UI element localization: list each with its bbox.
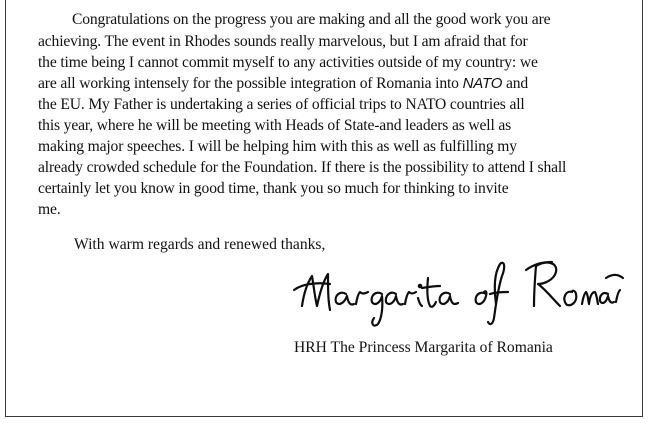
nato-emphasis: NATO bbox=[462, 75, 503, 92]
paragraph-line: achieving. The event in Rhodes sounds really marvelous, but I am afraid that for bbox=[38, 33, 528, 50]
paragraph-line-part: and bbox=[502, 75, 529, 92]
paragraph-line: the EU. My Father is undertaking a series of official trips to NATO countries all bbox=[38, 96, 525, 113]
paragraph-line: me. bbox=[38, 201, 61, 218]
paragraph-line: certainly let you know in good time, thank you so much for thinking to invite bbox=[38, 180, 509, 197]
paragraph-line: making major speeches. I will be helping him with this as well as fulfilling my bbox=[38, 138, 517, 155]
paragraph-line-nato bbox=[38, 76, 528, 92]
signatory-name: HRH The Princess Margarita of Romania bbox=[294, 339, 553, 356]
paragraph-line: already crowded schedule for the Foundation. If there is the possibility to attend I shall bbox=[38, 159, 567, 176]
paragraph-line: the time being I cannot commit myself to any activities outside of my country: we bbox=[38, 54, 538, 71]
paragraph-line: Congratulations on the progress you are making and all the good work you are bbox=[72, 11, 551, 28]
handwritten-signature bbox=[290, 248, 625, 330]
closing-line: With warm regards and renewed thanks, bbox=[74, 236, 326, 253]
paragraph-line-part: are all working intensely for the possible integration of Romania into bbox=[38, 75, 463, 92]
paragraph-line: this year, where he will be meeting with Heads of State-and leaders as well as bbox=[38, 117, 512, 134]
